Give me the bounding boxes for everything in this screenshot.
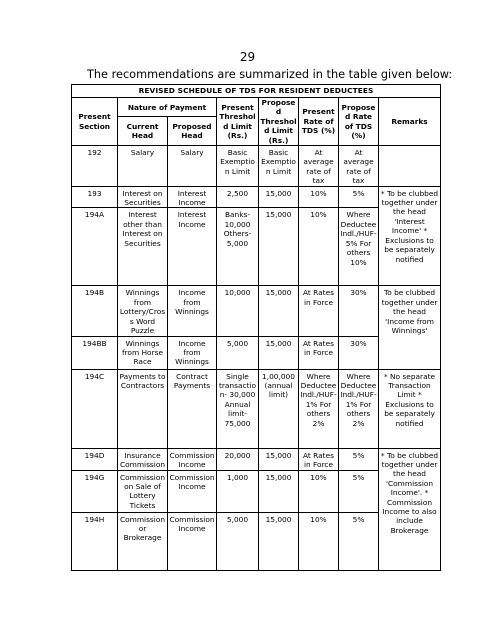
proposed-threshold-cell: 15,000 (259, 512, 299, 570)
header-remarks: Remarks (379, 98, 441, 146)
page-number: 29 (239, 50, 256, 64)
proposed-threshold-cell: 15,000 (259, 336, 299, 369)
current-head-cell: Payments to Contractors (118, 369, 168, 448)
proposed-threshold-cell: Basic Exemption Limit (259, 146, 299, 187)
present-rate-cell: 10% (299, 512, 339, 570)
proposed-rate-cell: 30% (339, 286, 379, 336)
present-threshold-cell: Basic Exemption Limit (217, 146, 259, 187)
proposed-head-cell: Interest Income (168, 208, 217, 286)
proposed-rate-cell: 5% (339, 186, 379, 208)
section-cell: 194G (72, 470, 118, 512)
proposed-threshold-cell: 15,000 (259, 286, 299, 336)
present-threshold-cell: 1,000 (217, 470, 259, 512)
proposed-rate-cell: Where Deductee Indl./HUF- 1% For others 2% (339, 369, 379, 448)
present-threshold-cell: 5,000 (217, 336, 259, 369)
current-head-cell: Commission or Brokerage (118, 512, 168, 570)
proposed-head-cell: Commission Income (168, 470, 217, 512)
proposed-head-cell: Income from Winnings (168, 286, 217, 336)
current-head-cell: Interest other than Interest on Securities (118, 208, 168, 286)
present-rate-cell: At Rates in Force (299, 336, 339, 369)
intro-text: The recommendations are summarized in the table given below: (87, 68, 453, 81)
proposed-threshold-cell: 15,000 (259, 208, 299, 286)
section-cell: 194H (72, 512, 118, 570)
remarks-winnings-cell: To be clubbed together under the head 'Income from Winnings' (379, 286, 441, 369)
present-threshold-cell: 5,000 (217, 512, 259, 570)
proposed-head-cell: Interest Income (168, 186, 217, 208)
present-rate-cell: 10% (299, 208, 339, 286)
header-present-rate: Present Rate of TDS (%) (299, 98, 339, 146)
table-row (72, 369, 441, 448)
proposed-threshold-cell: 15,000 (259, 448, 299, 470)
remarks-commission-cell: * To be clubbed together under the head 'Commission Income'. * Commission Income to also include Brokerage (379, 448, 441, 570)
present-rate-cell: At average rate of tax (299, 146, 339, 187)
tds-schedule-table (71, 84, 441, 571)
section-cell: 194BB (72, 336, 118, 369)
header-nature-of-payment: Nature of Payment (118, 98, 217, 117)
proposed-rate-cell: 5% (339, 512, 379, 570)
table-row (72, 286, 441, 336)
current-head-cell: Commission on Sale of Lottery Tickets (118, 470, 168, 512)
proposed-threshold-cell: 15,000 (259, 470, 299, 512)
current-head-cell: Salary (118, 146, 168, 187)
proposed-head-cell: Contract Payments (168, 369, 217, 448)
section-cell: 194C (72, 369, 118, 448)
header-present-section: Present Section (72, 98, 118, 146)
proposed-head-cell: Salary (168, 146, 217, 187)
present-rate-cell: 10% (299, 470, 339, 512)
header-proposed-head: Proposed Head (168, 117, 217, 146)
proposed-head-cell: Income from Winnings (168, 336, 217, 369)
current-head-cell: Winnings from Lottery/Cross Word Puzzle (118, 286, 168, 336)
present-threshold-cell: Single transaction- 30,000 Annual limit- 75,000 (217, 369, 259, 448)
section-cell: 194A (72, 208, 118, 286)
present-rate-cell: At Rates in Force (299, 286, 339, 336)
current-head-cell: Insurance Commission (118, 448, 168, 470)
remarks-cell (379, 146, 441, 187)
table-row (72, 186, 441, 208)
header-proposed-rate: Proposed Rate of TDS (%) (339, 98, 379, 146)
proposed-rate-cell: 5% (339, 448, 379, 470)
header-current-head: Current Head (118, 117, 168, 146)
proposed-threshold-cell: 1,00,000 (annual limit) (259, 369, 299, 448)
proposed-rate-cell: Where Deductee Indl./HUF- 5% For others 10% (339, 208, 379, 286)
section-cell: 194D (72, 448, 118, 470)
header-present-threshold: Present Threshold Limit (Rs.) (217, 98, 259, 146)
proposed-rate-cell: 30% (339, 336, 379, 369)
present-threshold-cell: 20,000 (217, 448, 259, 470)
table-row (72, 448, 441, 470)
present-threshold-cell: 10,000 (217, 286, 259, 336)
proposed-rate-cell: 5% (339, 470, 379, 512)
remarks-interest-cell: * To be clubbed together under the head 'Interest Income' * Exclusions to be separately notified (379, 186, 441, 286)
current-head-cell: Winnings from Horse Race (118, 336, 168, 369)
section-cell: 193 (72, 186, 118, 208)
header-proposed-threshold: Proposed Threshold Limit (Rs.) (260, 98, 297, 145)
present-rate-cell: At Rates in Force (299, 448, 339, 470)
section-cell: 192 (72, 146, 118, 187)
present-rate-cell: Where Deductee Indl./HUF- 1% For others 2% (299, 369, 339, 448)
present-threshold-cell: Banks- 10,000 Others- 5,000 (217, 208, 259, 286)
proposed-head-cell: Commission Income (168, 448, 217, 470)
proposed-head-cell: Commission Income (168, 512, 217, 570)
proposed-rate-cell: At average rate of tax (339, 146, 379, 187)
current-head-cell: Interest on Securities (118, 186, 168, 208)
section-cell: 194B (72, 286, 118, 336)
table-row (72, 146, 441, 187)
present-threshold-cell: 2,500 (217, 186, 259, 208)
present-rate-cell: 10% (299, 186, 339, 208)
table-title: REVISED SCHEDULE OF TDS FOR RESIDENT DEDUCTEES (72, 85, 441, 98)
proposed-threshold-cell: 15,000 (259, 186, 299, 208)
remarks-contract-cell: * No separate Transaction Limit * Exclusions to be separately notified (379, 369, 441, 448)
